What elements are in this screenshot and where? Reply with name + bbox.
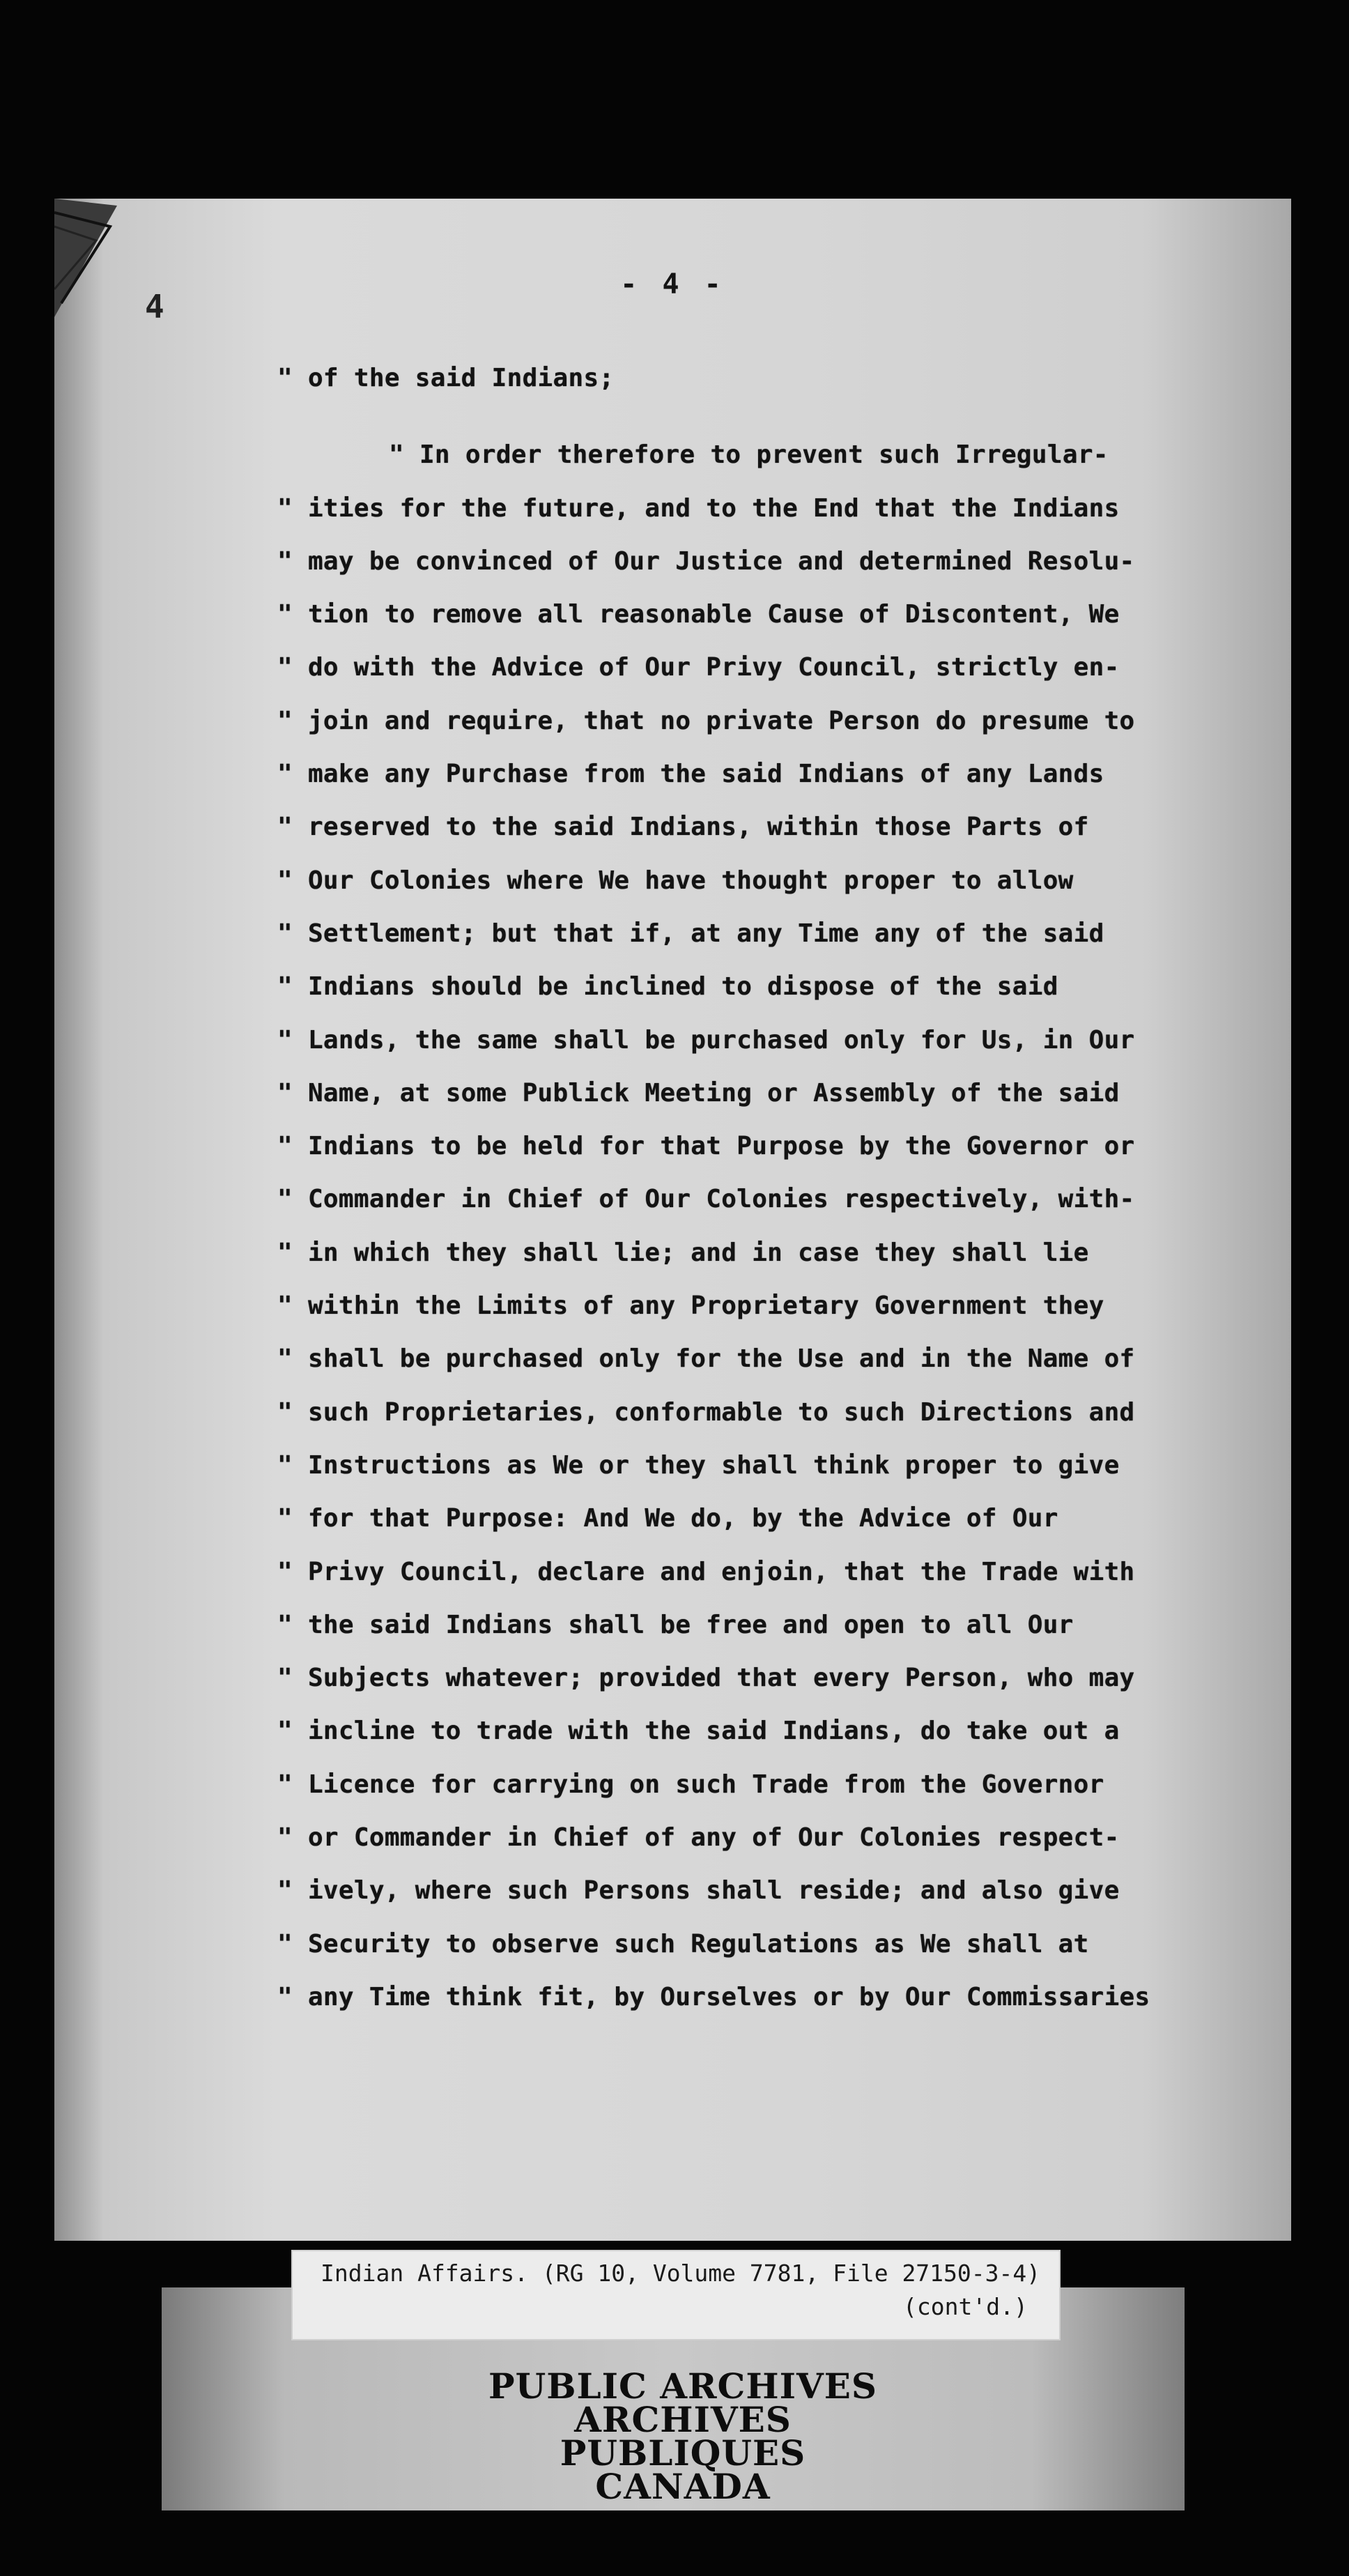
text-line: " Indians should be inclined to dispose of the said	[277, 972, 1058, 1002]
archive-reference-card	[291, 2250, 1061, 2340]
text-line: " or Commander in Chief of any of Our Colonies respect-	[277, 1823, 1120, 1853]
reference-continued: (cont'd.)	[903, 2293, 1028, 2320]
reference-text: Indian Affairs. (RG 10, Volume 7781, File 27150-3-4)	[321, 2260, 1041, 2287]
text-line: " Security to observe such Regulations as We shall at	[277, 1929, 1089, 1958]
public-archives-stamp	[446, 2366, 920, 2507]
text-line: " in which they shall lie; and in case they shall lie	[277, 1238, 1089, 1267]
stamp-line-french: ARCHIVES PUBLIQUES	[560, 2399, 806, 2474]
text-line: " of the said Indians;	[277, 364, 615, 392]
text-line: " such Proprietaries, conformable to such Directions and	[277, 1397, 1135, 1427]
text-line: " join and require, that no private Person do presume to	[277, 706, 1135, 735]
text-line: " Our Colonies where We have thought proper to allow	[277, 866, 1074, 895]
text-line: " Commander in Chief of Our Colonies respectively, with-	[277, 1185, 1135, 1214]
typewritten-page	[54, 199, 1291, 2241]
text-line: " any Time think fit, by Ourselves or by Our Commissaries	[277, 1982, 1150, 2011]
text-line: " make any Purchase from the said Indians of any Lands	[277, 760, 1104, 789]
text-line: " Subjects whatever; provided that every Person, who may	[277, 1664, 1135, 1693]
text-line: " Indians to be held for that Purpose by the Governor or	[277, 1132, 1135, 1161]
text-line: " tion to remove all reasonable Cause of Discontent, We	[277, 600, 1120, 629]
text-line: " ities for the future, and to the End that the Indians	[277, 493, 1120, 523]
stamp-line-country: CANADA	[595, 2466, 771, 2507]
text-line: " may be convinced of Our Justice and determined Resolu-	[277, 546, 1135, 576]
text-line: " do with the Advice of Our Privy Council, strictly en-	[277, 653, 1120, 682]
text-line: " shall be purchased only for the Use and in the Name of	[277, 1344, 1135, 1374]
page-corner-mark: 4	[145, 288, 164, 325]
stamp-line-english: PUBLIC ARCHIVES	[488, 2366, 877, 2407]
text-line: " for that Purpose: And We do, by the Advice of Our	[277, 1504, 1058, 1533]
document-body	[277, 352, 1267, 2024]
text-line: " Settlement; but that if, at any Time any of the said	[277, 919, 1104, 948]
page-number: - 4 -	[620, 268, 725, 300]
text-line: " In order therefore to prevent such Irregular-	[389, 440, 1109, 470]
text-line: " Instructions as We or they shall think proper to give	[277, 1450, 1120, 1480]
text-line: " reserved to the said Indians, within those Parts of	[277, 813, 1089, 842]
text-line: " ively, where such Persons shall reside; and also give	[277, 1876, 1120, 1906]
text-line: " Licence for carrying on such Trade from the Governor	[277, 1770, 1104, 1799]
text-line: " Privy Council, declare and enjoin, that the Trade with	[277, 1557, 1135, 1586]
text-line: " within the Limits of any Proprietary Government they	[277, 1291, 1104, 1321]
text-line: " Name, at some Publick Meeting or Assembly of the said	[277, 1078, 1120, 1107]
text-line: " the said Indians shall be free and open to all Our	[277, 1610, 1074, 1639]
text-line: " incline to trade with the said Indians, do take out a	[277, 1717, 1120, 1746]
text-line: " Lands, the same shall be purchased only for Us, in Our	[277, 1025, 1135, 1055]
